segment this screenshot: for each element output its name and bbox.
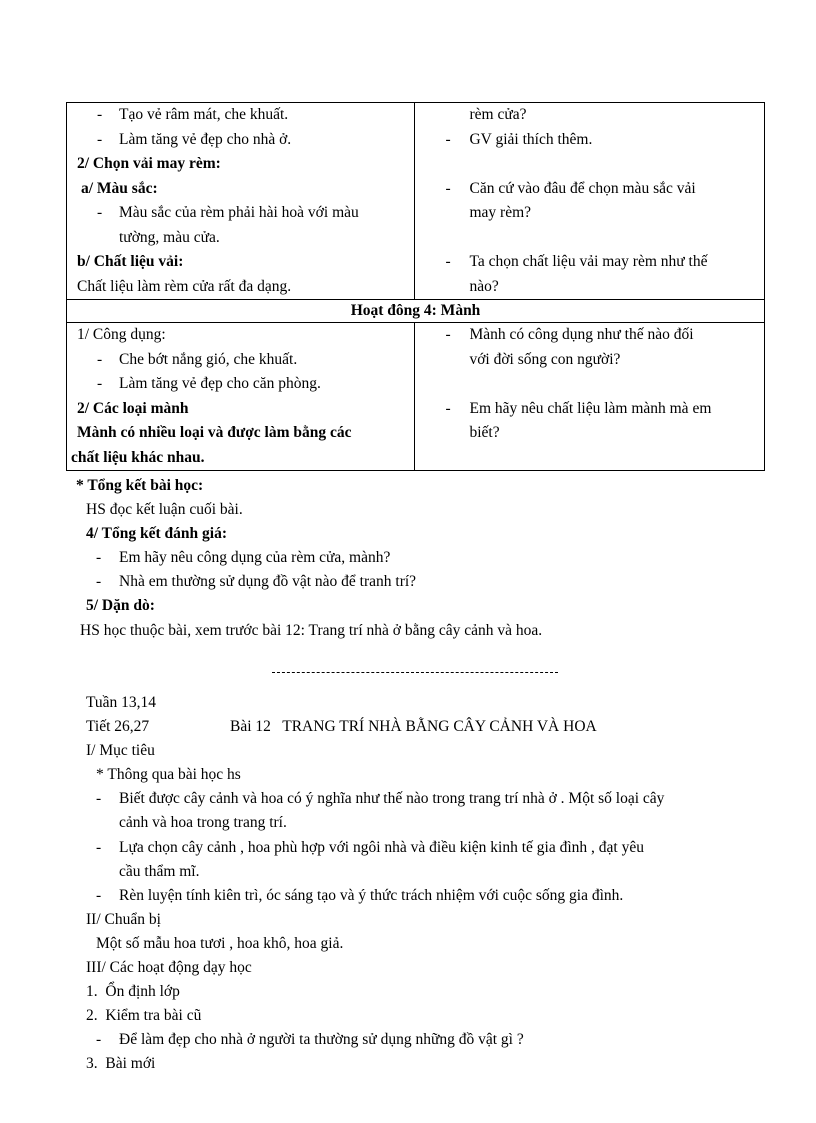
lesson-table bbox=[66, 102, 765, 471]
list-item: Màu sắc của rèm phải hài hoà với màu bbox=[119, 204, 359, 221]
list-item: may rèm? bbox=[469, 204, 532, 221]
period-label: Tiết 26,27 bbox=[86, 718, 150, 735]
list-item: Làm tăng vẻ đẹp cho nhà ở. bbox=[119, 130, 292, 148]
table-row bbox=[67, 103, 765, 300]
list-item: Tạo vẻ râm mát, che khuất. bbox=[119, 106, 289, 123]
section-heading: 2/ Chọn vải may rèm: bbox=[77, 155, 221, 172]
table-row bbox=[67, 300, 765, 323]
list-item: Ta chọn chất liệu vải may rèm như thế bbox=[469, 253, 708, 270]
list-item: Mành có công dụng như thế nào đối bbox=[469, 326, 694, 343]
list-item: Em hãy nêu công dụng của rèm cửa, mành? bbox=[119, 549, 391, 566]
paragraph: Chất liệu làm rèm cửa rất đa dạng. bbox=[77, 277, 292, 295]
table-row bbox=[67, 323, 765, 471]
question-cell: rèm cửa? - GV giải thích thêm. - Căn cứ vào đâu để chọn màu sắc vải may rèm? - Ta chọn chất liệu vải may rèm như thế nào? bbox=[415, 103, 765, 300]
list-item: Để làm đẹp cho nhà ở người ta thường sử dụng những đồ vật gì ? bbox=[119, 1031, 524, 1048]
question-cell: - Mành có công dụng như thế nào đối với đời sống con người? - Em hãy nêu chất liệu làm mành mà em biết? bbox=[415, 323, 765, 471]
activity-heading: Hoạt đông 4: Mành bbox=[67, 300, 765, 323]
section-heading: b/ Chất liệu vải: bbox=[77, 253, 184, 270]
list-item: với đời sống con người? bbox=[469, 350, 621, 368]
preparation-text: Một số mẫu hoa tươi , hoa khô, hoa giả. bbox=[96, 935, 344, 952]
homework-text: HS học thuộc bài, xem trước bài 12: Trang trí nhà ở bằng cây cảnh và hoa. bbox=[80, 622, 543, 639]
summary-text: HS đọc kết luận cuối bài. bbox=[86, 501, 243, 518]
list-item: 3. Bài mới bbox=[86, 1055, 156, 1072]
list-item: Biết được cây cảnh và hoa có ý nghĩa như thế nào trong trang trí nhà ở . Một số loại cây bbox=[119, 790, 665, 807]
list-item: 1. Ổn định lớp bbox=[86, 983, 180, 1000]
preparation-heading: II/ Chuẩn bị bbox=[86, 911, 161, 928]
list-item: cầu thẩm mĩ. bbox=[119, 863, 200, 880]
list-item: tường, màu cửa. bbox=[119, 228, 220, 246]
list-item: biết? bbox=[469, 424, 500, 441]
list-item: Em hãy nêu chất liệu làm mành mà em bbox=[469, 399, 712, 417]
content-cell: 1/ Công dụng: - Che bớt nắng gió, che khuất. - Làm tăng vẻ đẹp cho căn phòng. 2/ Các loại mành Mành có nhiều loại và được làm bằng các chất liệu khác nhau. bbox=[67, 323, 415, 471]
list-item: 2. Kiểm tra bài cũ bbox=[86, 1007, 202, 1024]
paragraph: chất liệu khác nhau. bbox=[71, 448, 205, 466]
objectives-heading: I/ Mục tiêu bbox=[86, 742, 155, 759]
evaluation-title: 4/ Tổng kết đánh giá: bbox=[86, 525, 227, 542]
list-item: Làm tăng vẻ đẹp cho căn phòng. bbox=[119, 375, 321, 392]
section-divider bbox=[272, 672, 558, 673]
list-item: rèm cửa? bbox=[469, 106, 527, 123]
activities-heading: III/ Các hoạt động dạy học bbox=[86, 959, 252, 976]
summary-title: * Tổng kết bài học: bbox=[76, 477, 204, 494]
list-item: Che bớt nắng gió, che khuất. bbox=[119, 350, 298, 368]
section-heading: 1/ Công dụng: bbox=[77, 326, 166, 343]
section-heading: 2/ Các loại mành bbox=[77, 399, 189, 417]
list-item: nào? bbox=[469, 277, 499, 295]
list-item: Căn cứ vào đâu để chọn màu sắc vải bbox=[469, 179, 696, 197]
objectives-intro: * Thông qua bài học hs bbox=[96, 766, 241, 783]
paragraph: Mành có nhiều loại và được làm bằng các bbox=[77, 424, 352, 441]
week-label: Tuần 13,14 bbox=[86, 694, 157, 711]
document-page: - Tạo vẻ râm mát, che khuất. - Làm tăng vẻ đẹp cho nhà ở. 2/ Chọn vải may rèm: a/ Màu sắc: - Màu sắc của rèm phải hài hoà với màu tường, màu cửa. b/ Chất liệu vải: Chất liệu làm rèm cửa rất đa dạng. rèm cửa? - GV giải thích thêm. - Căn cứ vào đâu để chọn màu sắc vải may rèm? - Ta chọn chất liệu vải may rèm như thế nào? Hoạt đông 4: Mành 1/ Công dụng: - Che bớt nắng gió, che khuất. - Làm tăng vẻ đẹp cho căn phòng. 2/ Các loại mành Mành có nhiều loại và được làm bằng các chất liệu khác nhau. - Mành có công dụng như thế nào đối với đời sống con người? - Em hãy nêu chất liệu làm mành mà em biết? * Tổng kết bài học: HS đọc kết luận cuối bài. 4/ Tổng kết đánh giá: - Em hãy nêu công dụng của rèm cửa, mành? - Nhà em thường sử dụng đồ vật nào để tranh trí? 5/ Dặn dò: HS học thuộc bài, xem trước bài 12: Trang trí nhà ở bằng cây cảnh và hoa. Tuần 13,14 Tiết 26,27 Bài 12 TRANG TRÍ NHÀ BẰNG CÂY CẢNH VÀ HOA I/ Mục tiêu * Thông qua bài học hs - Biết được cây cảnh và hoa có ý nghĩa như thế nào trong trang trí nhà ở . Một số loại cây cảnh và hoa trong trang trí. - Lựa chọn cây cảnh , hoa phù hợp với ngôi nhà và điều kiện kinh tế gia đình , đạt yêu cầu thẩm mĩ. - Rèn luyện tính kiên trì, óc sáng tạo và ý thức trách nhiệm với cuộc sống gia đình. II/ Chuẩn bị Một số mẫu hoa tươi , hoa khô, hoa giả. III/ Các hoạt động dạy học 1. Ổn định lớp 2. Kiểm tra bài cũ - Để làm đẹp cho nhà ở người ta thường sử dụng những đồ vật gì ? 3. Bài mới bbox=[0, 0, 816, 1123]
list-item: Rèn luyện tính kiên trì, óc sáng tạo và ý thức trách nhiệm với cuộc sống gia đình. bbox=[119, 887, 624, 904]
section-heading: a/ Màu sắc: bbox=[81, 179, 158, 197]
list-item: Lựa chọn cây cảnh , hoa phù hợp với ngôi nhà và điều kiện kinh tế gia đình , đạt yêu bbox=[119, 839, 644, 856]
list-item: GV giải thích thêm. bbox=[469, 130, 593, 148]
list-item: Nhà em thường sử dụng đồ vật nào để tranh trí? bbox=[119, 573, 417, 590]
lesson-title: Bài 12 TRANG TRÍ NHÀ BẰNG CÂY CẢNH VÀ HOA bbox=[230, 718, 597, 735]
list-item: cảnh và hoa trong trang trí. bbox=[119, 814, 287, 831]
content-cell: - Tạo vẻ râm mát, che khuất. - Làm tăng vẻ đẹp cho nhà ở. 2/ Chọn vải may rèm: a/ Màu sắc: - Màu sắc của rèm phải hài hoà với màu tường, màu cửa. b/ Chất liệu vải: Chất liệu làm rèm cửa rất đa dạng. bbox=[67, 103, 415, 300]
homework-title: 5/ Dặn dò: bbox=[86, 597, 155, 614]
